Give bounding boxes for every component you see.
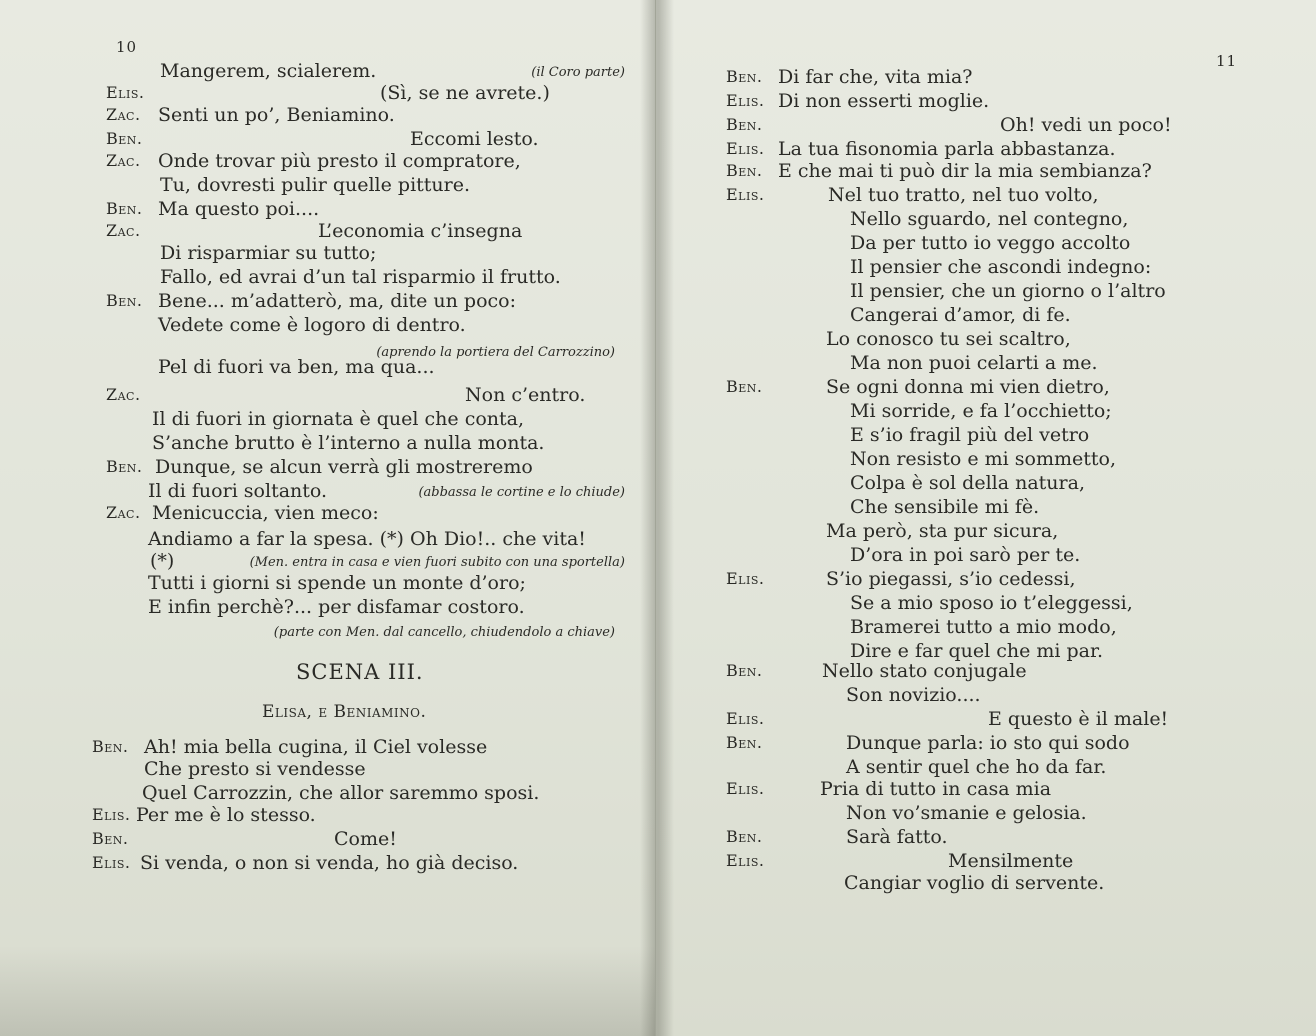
verse-text: Senti un po’, Beniamino. — [158, 104, 395, 126]
speaker-label: Ben. — [726, 661, 763, 680]
verse-text: Dunque parla: io sto qui sodo — [846, 732, 1130, 754]
verse-text: Non resisto e mi sommetto, — [850, 448, 1116, 470]
speaker-label: Zac. — [106, 105, 141, 124]
speaker-label: Elis. — [92, 805, 131, 824]
verse-text: Che sensibile mi fè. — [850, 496, 1040, 518]
stage-direction: (Men. entra in casa e vien fuori subito con una sportella) — [249, 555, 625, 570]
page-number: 11 — [1216, 52, 1238, 70]
verse-text: E questo è il male! — [988, 708, 1169, 730]
verse-text: Non vo’smanie e gelosia. — [846, 802, 1087, 824]
verse-text: S’anche brutto è l’interno a nulla monta. — [152, 432, 545, 454]
verse-text: Mangerem, scialerem. — [160, 60, 377, 82]
speaker-label: Ben. — [726, 67, 763, 86]
verse-text: Sarà fatto. — [846, 826, 948, 848]
verse-text: Lo conosco tu sei scaltro, — [826, 328, 1071, 350]
verse-text: Eccomi lesto. — [410, 128, 539, 150]
verse-text: Il di fuori soltanto. — [148, 480, 328, 502]
speaker-label: Ben. — [106, 457, 143, 476]
speaker-label: Elis. — [726, 851, 765, 870]
verse-text: Colpa è sol della natura, — [850, 472, 1085, 494]
speaker-label: Zac. — [106, 503, 141, 522]
verse-text: Di far che, vita mia? — [778, 66, 973, 88]
verse-text: Tu, dovresti pulir quelle pitture. — [160, 174, 471, 196]
verse-text: Ma questo poi.... — [158, 198, 320, 220]
verse-text: Oh! vedi un poco! — [1000, 114, 1172, 136]
verse-text: A sentir quel che ho da far. — [846, 756, 1107, 778]
verse-text: Pel di fuori va ben, ma qua... — [158, 356, 435, 378]
speaker-label: Elis. — [106, 83, 145, 102]
speaker-label: Elis. — [92, 853, 131, 872]
stage-direction: (il Coro parte) — [531, 65, 625, 80]
verse-text: Il pensier che ascondi indegno: — [850, 256, 1152, 278]
verse-text: D’ora in poi sarò per te. — [850, 544, 1081, 566]
verse-text: Bene... m’adatterò, ma, dite un poco: — [158, 290, 517, 312]
verse-text: Nello sguardo, nel contegno, — [850, 208, 1129, 230]
verse-text: Onde trovar più presto il compratore, — [158, 150, 521, 172]
verse-text: (Sì, se ne avrete.) — [380, 82, 550, 104]
verse-text: Di non esserti moglie. — [778, 90, 990, 112]
verse-text: Ma però, sta pur sicura, — [826, 520, 1059, 542]
stage-direction: (abbassa le cortine e lo chiude) — [418, 485, 625, 500]
left-page — [0, 0, 656, 1036]
verse-text: Ah! mia bella cugina, il Ciel volesse — [144, 736, 488, 758]
speaker-label: Ben. — [726, 377, 763, 396]
verse-text: Il pensier, che un giorno o l’altro — [850, 280, 1166, 302]
verse-text: Tutti i giorni si spende un monte d’oro; — [148, 572, 526, 594]
verse-text: (*) — [150, 550, 175, 572]
speaker-label: Zac. — [106, 151, 141, 170]
verse-text: Se a mio sposo io t’eleggessi, — [850, 592, 1133, 614]
stage-direction: (parte con Men. dal cancello, chiudendolo a chiave) — [273, 625, 615, 640]
speaker-label: Zac. — [106, 385, 141, 404]
verse-text: Non c’entro. — [465, 384, 586, 406]
verse-text: Di risparmiar su tutto; — [160, 242, 377, 264]
verse-text: Mi sorride, e fa l’occhietto; — [850, 400, 1112, 422]
verse-text: Come! — [334, 828, 397, 850]
page-number: 10 — [116, 38, 138, 56]
verse-text: Che presto si vendesse — [144, 758, 366, 780]
verse-text: Dire e far quel che mi par. — [850, 640, 1104, 662]
speaker-label: Ben. — [106, 291, 143, 310]
speaker-label: Elis. — [726, 91, 765, 110]
verse-text: Vedete come è logoro di dentro. — [158, 314, 466, 336]
verse-text: E infin perchè?... per disfamar costoro. — [148, 596, 525, 618]
stage-direction: (aprendo la portiera del Carrozzino) — [376, 345, 615, 360]
right-page — [656, 0, 1316, 1036]
speaker-label: Elis. — [726, 779, 765, 798]
speaker-label: Elis. — [726, 709, 765, 728]
speaker-label: Ben. — [726, 161, 763, 180]
speaker-label: Ben. — [726, 733, 763, 752]
speaker-label: Elis. — [726, 569, 765, 588]
verse-text: Da per tutto io veggo accolto — [850, 232, 1131, 254]
speaker-label: Zac. — [106, 221, 141, 240]
verse-text: E s’io fragil più del vetro — [850, 424, 1090, 446]
speaker-label: Ben. — [726, 827, 763, 846]
verse-text: Nello stato conjugale — [822, 660, 1027, 682]
verse-text: Se ogni donna mi vien dietro, — [826, 376, 1110, 398]
verse-text: Son novizio.... — [846, 684, 981, 706]
verse-text: Si venda, o non si venda, ho già deciso. — [140, 852, 519, 874]
verse-text: Mensilmente — [948, 850, 1074, 872]
verse-text: Fallo, ed avrai d’un tal risparmio il frutto. — [160, 266, 561, 288]
speaker-label: Ben. — [726, 115, 763, 134]
verse-text: L’economia c’insegna — [318, 220, 523, 242]
verse-text: Quel Carrozzin, che allor saremmo sposi. — [142, 782, 540, 804]
speaker-label: Elis. — [726, 139, 765, 158]
verse-text: Il di fuori in giornata è quel che conta, — [152, 408, 525, 430]
verse-text: Cangerai d’amor, di fe. — [850, 304, 1071, 326]
speaker-label: Ben. — [92, 737, 129, 756]
verse-text: Cangiar voglio di servente. — [844, 872, 1105, 894]
verse-text: E che mai ti può dir la mia sembianza? — [778, 160, 1152, 182]
speaker-label: Ben. — [106, 129, 143, 148]
verse-text: Nel tuo tratto, nel tuo volto, — [828, 184, 1099, 206]
speaker-label: Ben. — [92, 829, 129, 848]
verse-text: Ma non puoi celarti a me. — [850, 352, 1098, 374]
verse-text: Bramerei tutto a mio modo, — [850, 616, 1117, 638]
verse-text: Pria di tutto in casa mia — [820, 778, 1052, 800]
verse-text: Menicuccia, vien meco: — [152, 502, 379, 524]
verse-text: Per me è lo stesso. — [136, 804, 316, 826]
verse-text: Dunque, se alcun verrà gli mostreremo — [155, 456, 533, 478]
scene-title: SCENA III. — [296, 660, 424, 684]
verse-text: La tua fisonomia parla abbastanza. — [778, 138, 1116, 160]
verse-text: S’io piegassi, s’io cedessi, — [826, 568, 1076, 590]
speaker-label: Elis. — [726, 185, 765, 204]
page-shadow — [0, 946, 655, 1036]
scene-cast: Elisa, e Beniamino. — [262, 702, 427, 722]
verse-text: Andiamo a far la spesa. (*) Oh Dio!.. che vita! — [148, 528, 586, 550]
speaker-label: Ben. — [106, 199, 143, 218]
